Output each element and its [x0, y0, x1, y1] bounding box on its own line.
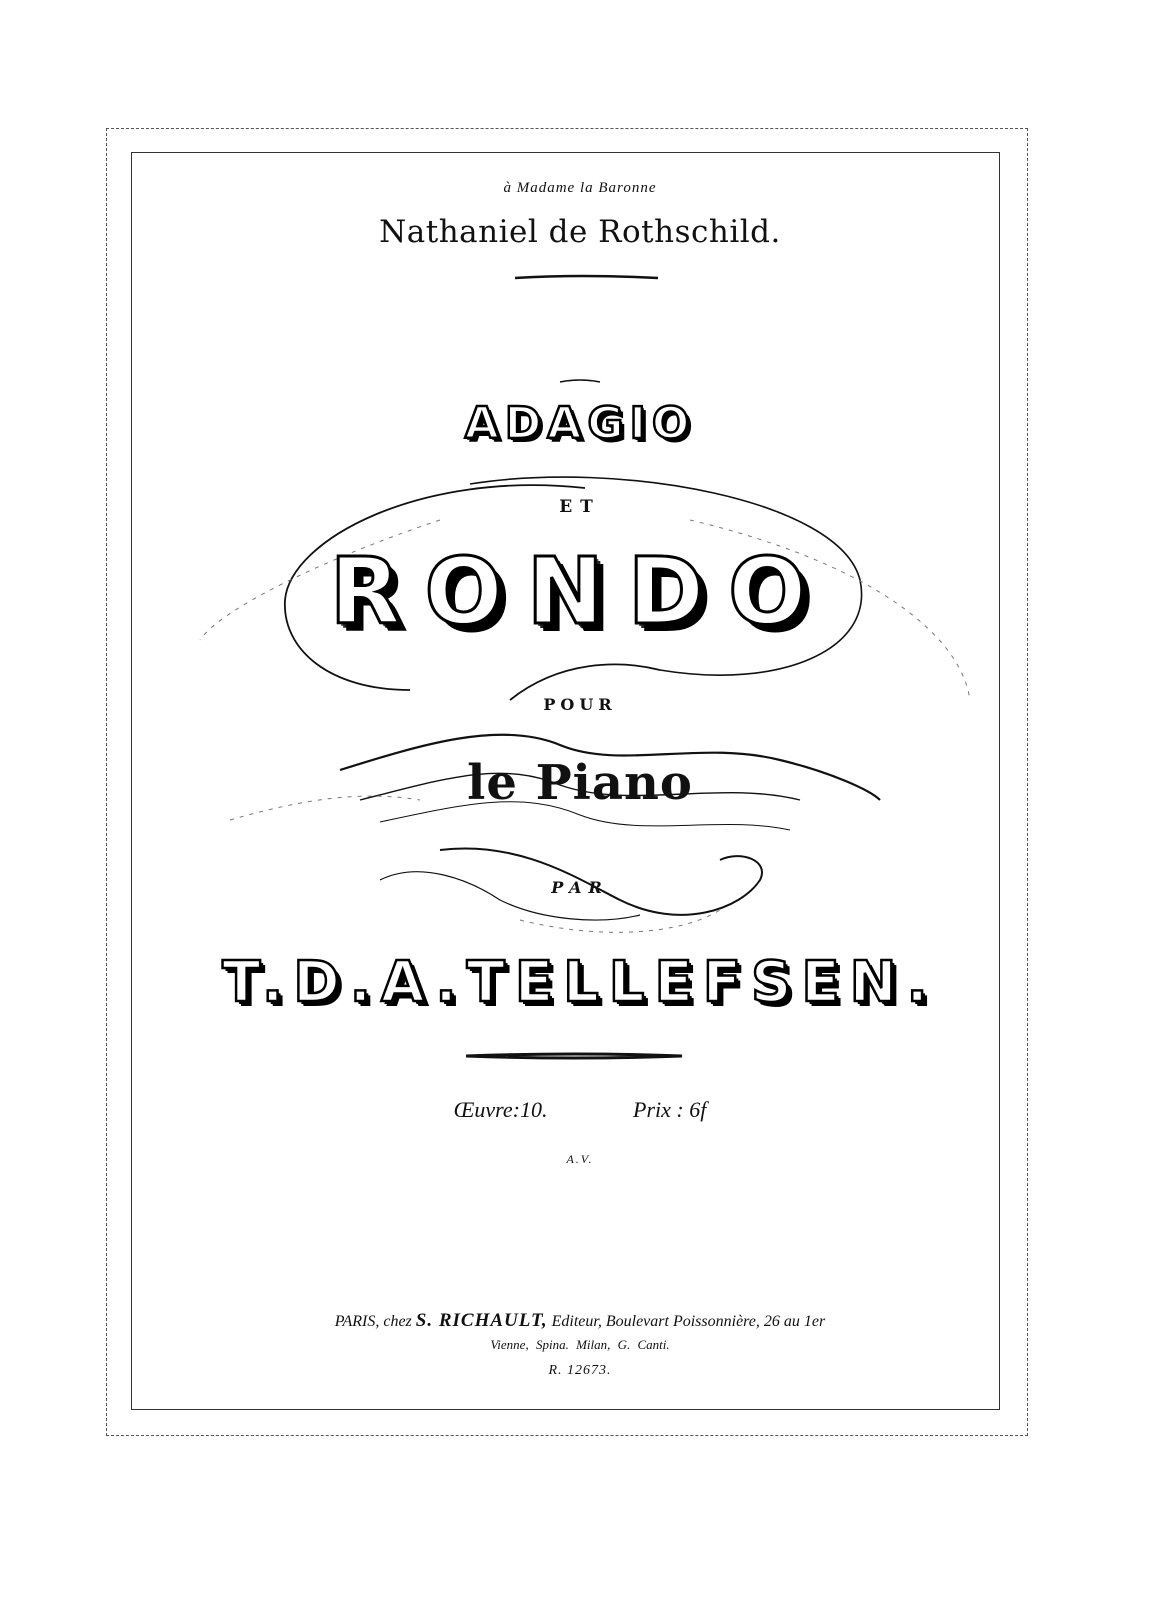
- imprint-chez: chez: [383, 1313, 412, 1330]
- dedication-line: à Madame la Baronne: [503, 180, 657, 196]
- imprint-publisher: S. RICHAULT,: [415, 1310, 548, 1331]
- imprint-city: PARIS,: [334, 1313, 380, 1330]
- price: Prix : 6f: [633, 1097, 707, 1122]
- instrument-le-piano: le Piano: [467, 755, 693, 811]
- imprint-agents: Vienne, Spina. Milan, G. Canti.: [490, 1337, 670, 1352]
- title-adagio: ADAGIO: [464, 398, 696, 449]
- rule-above-title: [560, 380, 600, 382]
- opus-price-row: [0, 1097, 1160, 1123]
- title-rondo: RONDO: [329, 538, 831, 645]
- composer-name: T.D.A.TELLEFSEN.: [222, 950, 938, 1015]
- opus-number: Œuvre:10.: [453, 1097, 548, 1122]
- engraver-initials: A.V.: [566, 1152, 594, 1166]
- plate-number: R. 12673.: [548, 1363, 612, 1378]
- imprint-address: Editeur, Boulevart Poissonnière, 26 au 1er: [551, 1313, 826, 1330]
- rule-under-dedication: [515, 276, 658, 278]
- title-pour: POUR: [543, 695, 617, 714]
- rule-under-composer: [466, 1054, 682, 1058]
- title-par: PAR: [551, 878, 609, 897]
- par-swirl-dashed: [520, 910, 720, 932]
- title-et: ET: [559, 497, 601, 517]
- publisher-imprint: [0, 1310, 1160, 1332]
- dedicatee-name: Nathaniel de Rothschild.: [379, 214, 781, 250]
